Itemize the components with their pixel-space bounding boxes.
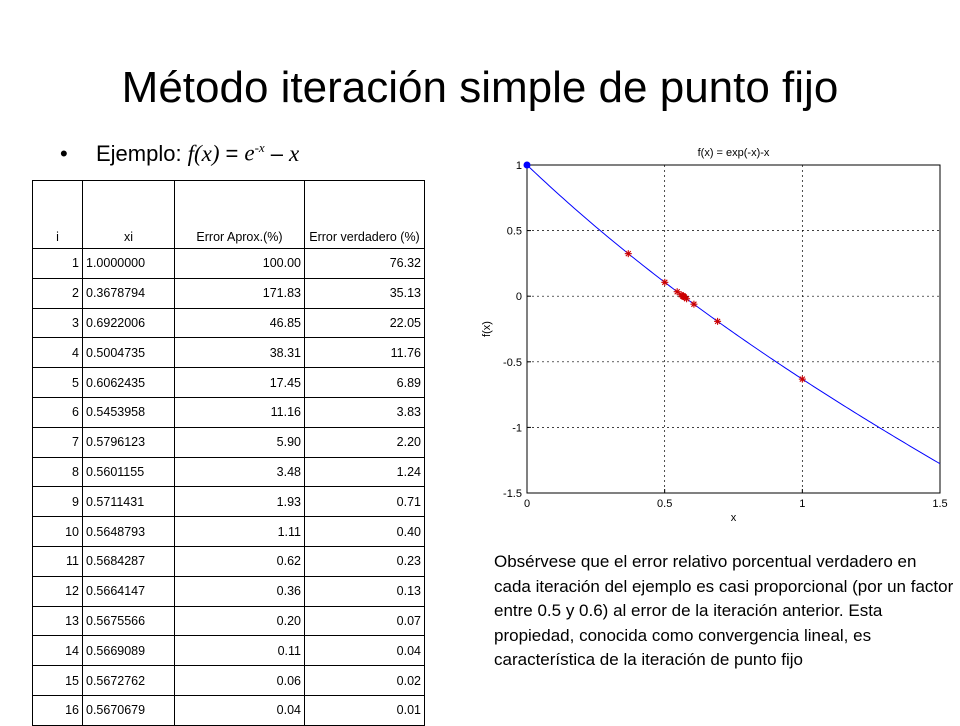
cell-error-verdadero: 0.01: [305, 695, 425, 725]
slide-title: Método iteración simple de punto fijo: [121, 63, 839, 112]
cell-error-aprox: 46.85: [175, 308, 305, 338]
chart-title: f(x) = exp(-x)-x: [697, 147, 770, 159]
y-tick-label: -1: [512, 422, 522, 435]
cell-error-aprox: 38.31: [175, 338, 305, 368]
cell-error-aprox: 0.04: [175, 695, 305, 725]
cell-error-aprox: 0.06: [175, 666, 305, 696]
chart-grid: [527, 165, 940, 493]
table-row: [33, 249, 425, 279]
cell-error-aprox: 0.11: [175, 636, 305, 666]
cell-xi: 0.5672762: [83, 666, 175, 696]
table-row: [33, 397, 425, 427]
iterate-markers: [625, 250, 806, 382]
exp-exponent: -x: [254, 140, 265, 155]
observation-note: Obsérvese que el error relativo porcentual verdadero en cada iteración del ejemplo es casi proporcional (por un factor entre 0.5 y 0.6) al error de la iteración anterior. Esta propiedad, conocida como convergencia lineal, es característica de la iteración de punto fijo: [494, 552, 954, 669]
cell-error-verdadero: 2.20: [305, 427, 425, 457]
cell-i: 10: [33, 517, 83, 547]
cell-i: 15: [33, 666, 83, 696]
table-row: [33, 636, 425, 666]
header-error-verdadero: Error verdadero (%): [305, 181, 425, 249]
table-row: [33, 278, 425, 308]
cell-xi: 0.5453958: [83, 397, 175, 427]
cell-error-aprox: 11.16: [175, 397, 305, 427]
table-row: [33, 666, 425, 696]
table-row: [33, 457, 425, 487]
table-row: [33, 487, 425, 517]
cell-error-aprox: 3.48: [175, 457, 305, 487]
y-tick-label: -0.5: [503, 356, 522, 369]
cell-i: 13: [33, 606, 83, 636]
x-axis-label: x: [730, 512, 737, 524]
y-axis-label: f(x): [481, 321, 493, 337]
cell-xi: 0.5670679: [83, 695, 175, 725]
y-tick-label: 1: [515, 160, 522, 172]
cell-error-verdadero: 0.02: [305, 666, 425, 696]
function-name: f(x): [187, 140, 220, 166]
cell-xi: 0.5669089: [83, 636, 175, 666]
table-row: [33, 338, 425, 368]
cell-error-verdadero: 0.13: [305, 576, 425, 606]
x-tick-label: 0: [523, 498, 531, 510]
cell-error-aprox: 0.20: [175, 606, 305, 636]
cell-error-aprox: 1.93: [175, 487, 305, 517]
cell-i: 5: [33, 368, 83, 398]
example-bullet: [60, 133, 299, 169]
cell-xi: 0.5684287: [83, 546, 175, 576]
iterate-marker: [690, 301, 697, 308]
cell-xi: 0.5004735: [83, 338, 175, 368]
cell-error-aprox: 171.83: [175, 278, 305, 308]
cell-xi: 0.3678794: [83, 278, 175, 308]
table-row: [33, 546, 425, 576]
cell-error-aprox: 0.36: [175, 576, 305, 606]
cell-error-aprox: 5.90: [175, 427, 305, 457]
cell-error-verdadero: 1.24: [305, 457, 425, 487]
equals-sign: =: [225, 140, 239, 166]
example-label: Ejemplo:: [96, 140, 182, 166]
cell-error-verdadero: 11.76: [305, 338, 425, 368]
exp-base: e: [244, 140, 255, 166]
iterate-marker: [714, 318, 721, 325]
table-row: [33, 308, 425, 338]
cell-error-verdadero: 0.07: [305, 606, 425, 636]
cell-error-aprox: 100.00: [175, 249, 305, 279]
iterate-marker: [680, 293, 687, 300]
cell-i: 11: [33, 546, 83, 576]
x-tick-label: 0.5: [657, 498, 673, 510]
iterate-marker: [799, 376, 806, 383]
iterate-marker: [661, 279, 668, 286]
y-tick-label: 0.5: [506, 225, 522, 238]
cell-error-verdadero: 0.71: [305, 487, 425, 517]
header-xi: xi: [83, 181, 175, 249]
table-row: [33, 427, 425, 457]
exponential-term: [244, 133, 264, 169]
cell-error-verdadero: 3.83: [305, 397, 425, 427]
cell-i: 8: [33, 457, 83, 487]
cell-i: 9: [33, 487, 83, 517]
header-error-aprox: Error Aprox.(%): [175, 181, 305, 249]
cell-xi: 0.5711431: [83, 487, 175, 517]
cell-i: 3: [33, 308, 83, 338]
cell-xi: 1.0000000: [83, 249, 175, 279]
start-point: [524, 162, 531, 169]
cell-error-aprox: 1.11: [175, 517, 305, 547]
cell-i: 1: [33, 249, 83, 279]
cell-i: 2: [33, 278, 83, 308]
cell-error-verdadero: 22.05: [305, 308, 425, 338]
cell-i: 16: [33, 695, 83, 725]
minus-sign: –: [270, 140, 283, 166]
table-row: [33, 368, 425, 398]
cell-error-aprox: 17.45: [175, 368, 305, 398]
cell-error-verdadero: 6.89: [305, 368, 425, 398]
bullet-dot-icon: •: [60, 140, 68, 166]
cell-xi: 0.5796123: [83, 427, 175, 457]
iterate-marker: [674, 288, 681, 295]
cell-error-aprox: 0.62: [175, 546, 305, 576]
y-tick-label: 0: [515, 291, 522, 304]
cell-i: 4: [33, 338, 83, 368]
y-tick-label: -1.5: [503, 488, 522, 500]
header-i: i: [33, 181, 83, 249]
table-header-row: [33, 181, 425, 249]
cell-error-verdadero: 0.04: [305, 636, 425, 666]
table-row: [33, 606, 425, 636]
cell-xi: 0.6922006: [83, 308, 175, 338]
cell-error-verdadero: 0.23: [305, 546, 425, 576]
table-row: [33, 695, 425, 725]
function-curve: [527, 165, 940, 464]
cell-xi: 0.5675566: [83, 606, 175, 636]
cell-xi: 0.6062435: [83, 368, 175, 398]
x-tick-label: 1: [799, 498, 806, 510]
chart-ticks: [503, 160, 948, 510]
cell-error-verdadero: 0.40: [305, 517, 425, 547]
fixed-point-chart: [470, 140, 960, 540]
cell-xi: 0.5664147: [83, 576, 175, 606]
cell-error-verdadero: 35.13: [305, 278, 425, 308]
cell-xi: 0.5601155: [83, 457, 175, 487]
cell-i: 7: [33, 427, 83, 457]
iteration-table: [32, 180, 425, 726]
table-row: [33, 576, 425, 606]
variable-x: x: [288, 140, 300, 166]
cell-i: 14: [33, 636, 83, 666]
cell-i: 6: [33, 397, 83, 427]
x-tick-label: 1.5: [932, 498, 948, 510]
cell-i: 12: [33, 576, 83, 606]
cell-error-verdadero: 76.32: [305, 249, 425, 279]
plot-area-frame: [527, 165, 940, 493]
table-row: [33, 517, 425, 547]
cell-xi: 0.5648793: [83, 517, 175, 547]
iterate-marker: [625, 250, 632, 257]
